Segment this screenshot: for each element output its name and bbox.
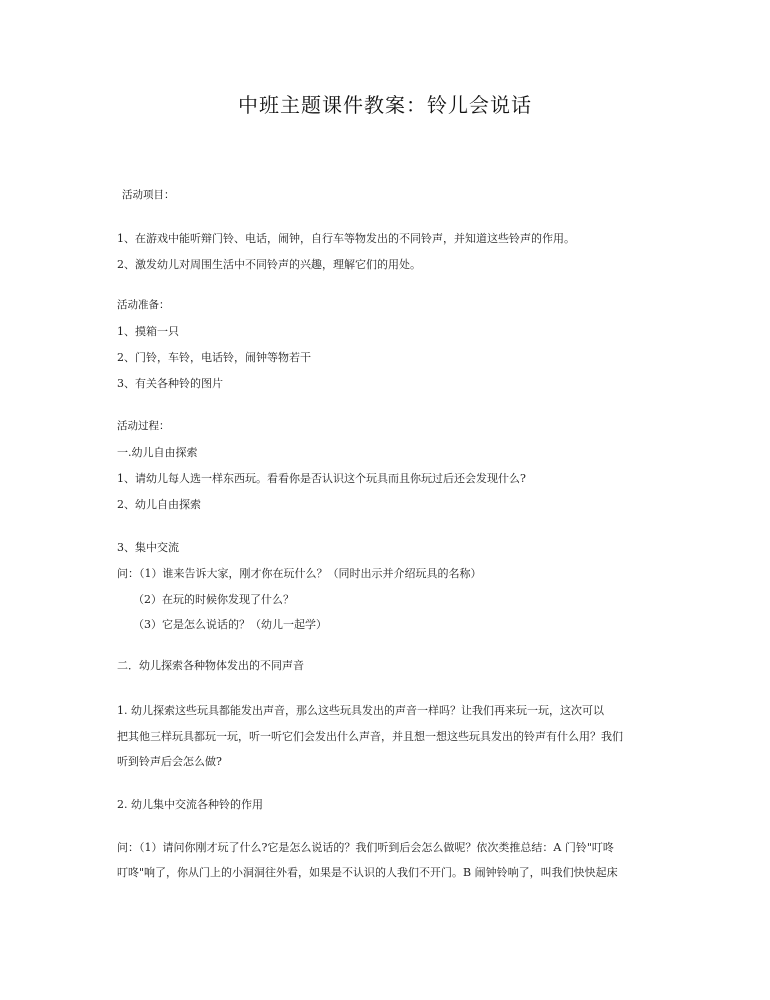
part1-item: 2、幼儿自由探索 [117,498,201,511]
part2-step1-line: 把其他三样玩具都玩一玩，听一听它们会发出什么声音，并且想一想这些玩具发出的铃声有什么用？我们 [117,730,623,743]
part1-exchange: 3、集中交流 [117,541,179,554]
part1-item: 1、请幼儿每人选一样东西玩。看看你是否认识这个玩具而且你玩过后还会发现什么? [117,472,526,485]
part1-question: 问：（1）谁来告诉大家，刚才你在玩什么？（同时出示并介绍玩具的名称） [117,567,482,580]
part1-question: （3）它是怎么说话的？（幼儿一起学） [133,618,327,631]
part2-question-line: 叮咚"响了，你从门上的小洞洞往外看，如果是不认识的人我们不开门。B 闹钟铃响了，叫我们快快起床 [117,866,618,879]
preparation-item: 3、有关各种铃的图片 [117,377,223,390]
goal-item: 1、在游戏中能听辩门铃、电话，闹钟，自行车等物发出的不同铃声，并知道这些铃声的作用。 [117,232,575,245]
preparation-heading: 活动准备： [117,299,170,311]
document-title: 中班主题课件教案：铃儿会说话 [238,93,532,117]
part1-question: （2）在玩的时候你发现了什么？ [133,593,294,606]
preparation-item: 1、摸箱一只 [117,325,179,338]
part2-step2: 2. 幼儿集中交流各种铃的作用 [117,798,263,811]
process-heading: 活动过程： [117,420,170,432]
part2-step1-line: 听到铃声后会怎么做? [117,755,222,768]
preparation-item: 2、门铃，车铃，电话铃，闹钟等物若干 [117,351,311,364]
part2-question-line: 问：（1）请问你刚才玩了什么?它是怎么说话的？我们听到后会怎么做呢？依次类推总结：A 门铃"叮咚 [117,841,614,854]
part1-title: 一.幼儿自由探索 [117,446,198,459]
part2-title: 二．幼儿探索各种物体发出的不同声音 [117,659,304,672]
goals-heading: 活动项目： [122,189,175,201]
part2-step1-line: 1. 幼儿探索这些玩具都能发出声音，那么这些玩具发出的声音一样吗？让我们再来玩一玩，这次可以 [117,704,604,717]
goal-item: 2、激发幼儿对周围生活中不同铃声的兴趣，理解它们的用处。 [117,258,421,271]
